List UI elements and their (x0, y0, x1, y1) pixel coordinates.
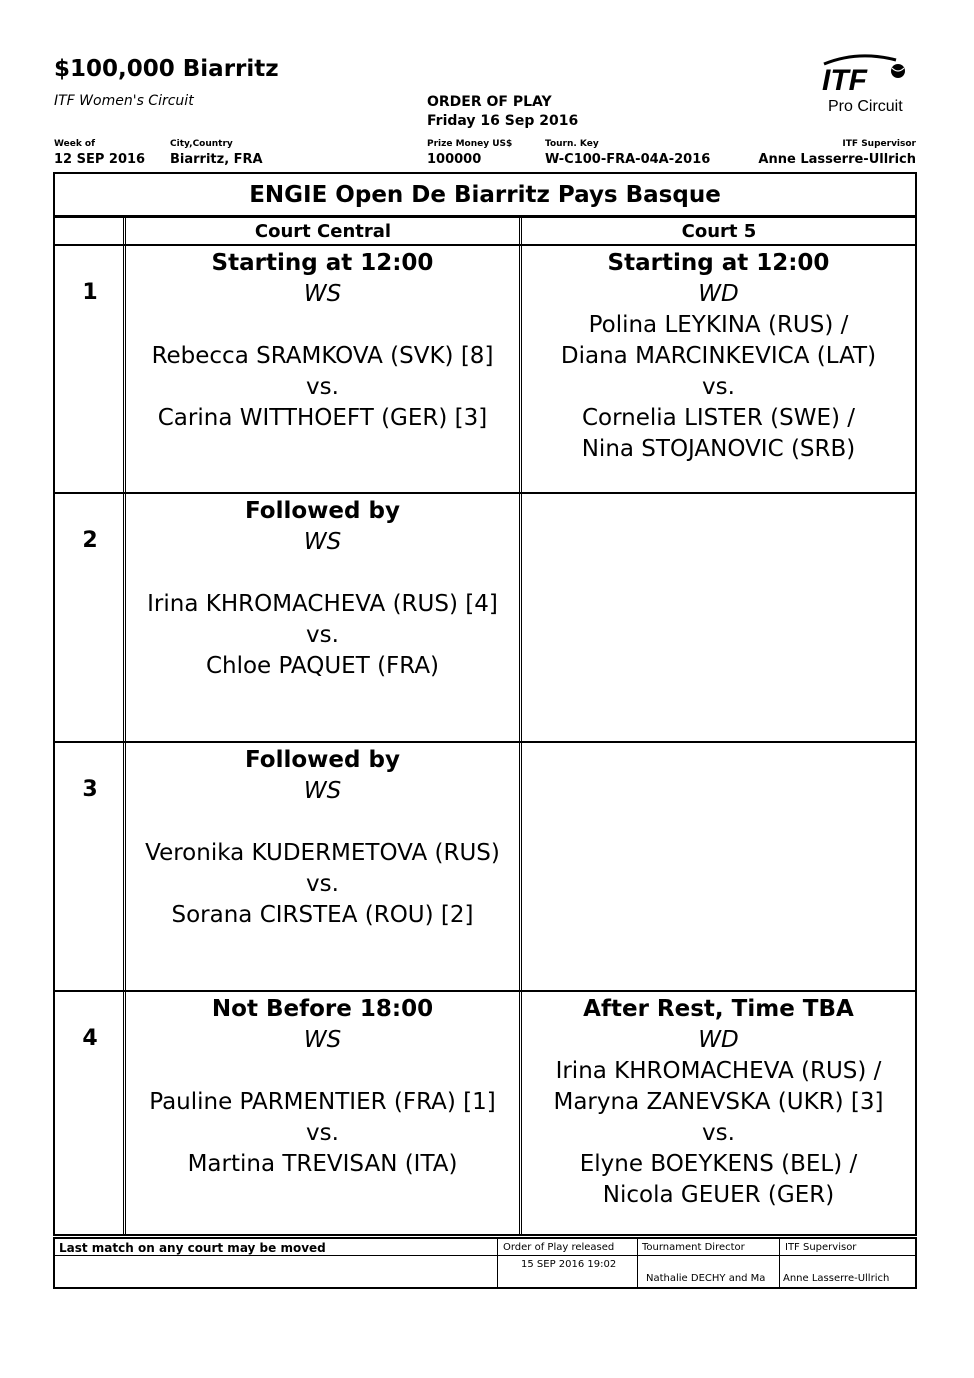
versus: vs. (306, 1120, 339, 1146)
city-value: Biarritz, FRA (170, 152, 263, 167)
match-cell (126, 248, 519, 434)
versus: vs. (306, 374, 339, 400)
match-time: Starting at 12:00 (211, 250, 434, 276)
versus: vs. (306, 622, 339, 648)
supervisor-value: Anne Lasserre-Ullrich (758, 152, 916, 167)
match-time: Followed by (245, 498, 400, 524)
event-code: WS (303, 529, 342, 555)
released-label: Order of Play released (503, 1242, 615, 1253)
match-time: After Rest, Time TBA (583, 996, 854, 1022)
week-value: 12 SEP 2016 (54, 152, 146, 167)
court-header-central: Court Central (125, 220, 521, 246)
team-1-player-b: Diana MARCINKEVICA (LAT) (560, 343, 877, 369)
order-of-play-label: ORDER OF PLAY (427, 94, 552, 110)
versus: vs. (702, 1120, 735, 1146)
match-time: Starting at 12:00 (607, 250, 830, 276)
match-time: Not Before 18:00 (211, 996, 434, 1022)
team-1-player-a: Irina KHROMACHEVA (RUS) / (555, 1058, 882, 1084)
player-1: Irina KHROMACHEVA (RUS) [4] (147, 591, 498, 617)
court-header-5: Court 5 (521, 220, 917, 246)
team-2-player-b: Nina STOJANOVIC (SRB) (581, 436, 856, 462)
match-cell (126, 994, 519, 1180)
event-code: WS (303, 1027, 342, 1053)
event-code: WS (303, 778, 342, 804)
row-number: 2 (82, 528, 98, 553)
footer-supervisor-value: Anne Lasserre-Ullrich (783, 1273, 890, 1284)
director-value: Nathalie DECHY and Ma (646, 1273, 766, 1284)
week-label: Week of (54, 139, 96, 149)
supervisor-label: ITF Supervisor (842, 139, 916, 149)
key-label: Tourn. Key (545, 139, 599, 149)
player-2: Sorana CIRSTEA (ROU) [2] (171, 902, 474, 928)
player-2: Carina WITTHOEFT (GER) [3] (157, 405, 488, 431)
key-value: W-C100-FRA-04A-2016 (545, 152, 711, 167)
row-number: 4 (82, 1026, 98, 1051)
row-number: 3 (82, 777, 98, 802)
logo-text: ITF (822, 64, 867, 97)
city-label: City,Country (170, 139, 233, 149)
team-1-player-b: Maryna ZANEVSKA (UKR) [3] (553, 1089, 884, 1115)
event-code: WD (698, 1027, 739, 1053)
team-1-player-a: Polina LEYKINA (RUS) / (588, 312, 849, 338)
team-2-player-a: Cornelia LISTER (SWE) / (581, 405, 856, 431)
tournament-title: $100,000 Biarritz (54, 56, 279, 82)
tournament-name: ENGIE Open De Biarritz Pays Basque (55, 174, 915, 218)
player-2: Martina TREVISAN (ITA) (187, 1151, 458, 1177)
order-of-play-date: Friday 16 Sep 2016 (427, 113, 579, 129)
prize-value: 100000 (427, 152, 482, 167)
team-2-player-b: Nicola GEUER (GER) (602, 1182, 835, 1208)
match-cell (126, 496, 519, 682)
director-label: Tournament Director (642, 1242, 745, 1253)
released-value: 15 SEP 2016 19:02 (521, 1259, 617, 1270)
footer-note: Last match on any court may be moved (59, 1241, 326, 1255)
team-2-player-a: Elyne BOEYKENS (BEL) / (579, 1151, 858, 1177)
court-header-blank (55, 220, 125, 246)
event-code: WS (303, 281, 342, 307)
match-time: Followed by (245, 747, 400, 773)
event-code: WD (698, 281, 739, 307)
match-cell (522, 994, 915, 1211)
circuit-name: ITF Women's Circuit (54, 93, 194, 109)
player-1: Rebecca SRAMKOVA (SVK) [8] (151, 343, 494, 369)
match-cell (522, 248, 915, 465)
prize-label: Prize Money US$ (427, 139, 513, 149)
itf-logo (818, 52, 928, 116)
footer-table (53, 1237, 917, 1289)
versus: vs. (702, 374, 735, 400)
logo-subtext: Pro Circuit (828, 98, 903, 115)
player-2: Chloe PAQUET (FRA) (205, 653, 440, 679)
footer-supervisor-label: ITF Supervisor (785, 1242, 857, 1253)
schedule-table (53, 172, 917, 1236)
player-1: Pauline PARMENTIER (FRA) [1] (149, 1089, 496, 1115)
match-cell (126, 745, 519, 931)
row-number: 1 (82, 280, 98, 305)
versus: vs. (306, 871, 339, 897)
order-of-play-heading (427, 93, 578, 131)
player-1: Veronika KUDERMETOVA (RUS) (145, 840, 500, 866)
